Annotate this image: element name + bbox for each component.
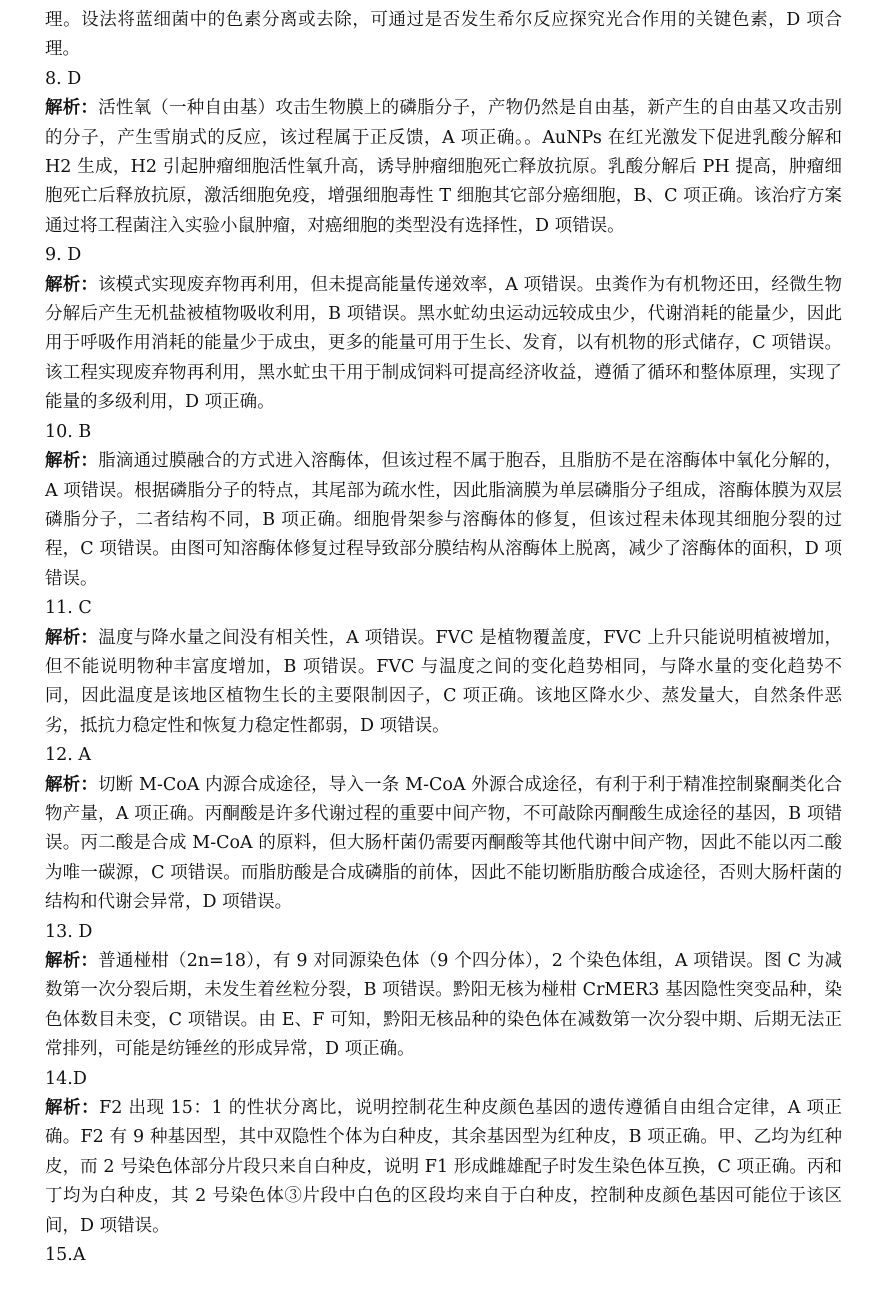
answer-8-text: 活性氧（一种自由基）攻击生物膜上的磷脂分子，产物仍然是自由基，新产生的自由基又攻击别的分子，产生雪崩式的反应，该过程属于正反馈，A 项正确。。AuNPs 在红光激发下促进乳酸分解和 H2 生成，H2 引起肿瘤细胞活性氧升高，诱导肿瘤细胞死亡释放抗原。乳酸分解后 PH 提高，肿瘤细胞死亡后释放抗原，激活细胞免疫，增强细胞毒性 T 细胞其它部分癌细胞，B、C 项正确。该治疗方案通过将工程菌注入实验小鼠肿瘤，对癌细胞的类型没有选择性，D 项错误。 [45, 98, 843, 236]
answer-12-number: 12. A [45, 745, 92, 766]
explanation-label: 解析： [45, 274, 99, 295]
answer-11-number: 11. C [45, 598, 92, 619]
explanation-label: 解析： [45, 451, 99, 472]
explanation-label: 解析： [45, 627, 99, 648]
answer-13-text: 普通椪柑（2n=18），有 9 对同源染色体（9 个四分体），2 个染色体组，A 项错误。图 C 为减数第一次分裂后期，未发生着丝粒分裂，B 项错误。黔阳无核为椪柑 CrMER3 基因隐性突变品种，染色体数目未变，C 项错误。由 E、F 可知，黔阳无核品种的染色体在减数第一次分裂中期、后期无法正常排列，可能是纺锤丝的形成异常，D 项正确。 [45, 951, 843, 1060]
answer-10-number: 10. B [45, 421, 92, 442]
answer-13-explanation [45, 947, 842, 1065]
answer-14-explanation [45, 1094, 842, 1241]
answer-9-explanation [45, 271, 842, 418]
answer-11-text: 温度与降水量之间没有相关性，A 项错误。FVC 是植物覆盖度，FVC 上升只能说明植被增加，但不能说明物种丰富度增加，B 项错误。FVC 与温度之间的变化趋势相同，与降水量的变化趋势不同，因此温度是该地区植物生长的主要限制因子，C 项正确。该地区降水少、蒸发量大，自然条件恶劣，抵抗力稳定性和恢复力稳定性都弱，D 项错误。 [45, 627, 843, 736]
answer-10-text: 脂滴通过膜融合的方式进入溶酶体，但该过程不属于胞吞，且脂肪不是在溶酶体中氧化分解的，A 项错误。根据磷脂分子的特点，其尾部为疏水性，因此脂滴膜为单层磷脂分子组成，溶酶体膜为双层磷脂分子，二者结构不同，B 项正确。细胞骨架参与溶酶体的修复，但该过程未体现其细胞分裂的过程，C 项错误。由图可知溶酶体修复过程导致部分膜结构从溶酶体上脱离，减少了溶酶体的面积，D 项错误。 [45, 451, 843, 589]
answer-14-text: F2 出现 15：1 的性状分离比，说明控制花生种皮颜色基因的遗传遵循自由组合定律，A 项正确。F2 有 9 种基因型，其中双隐性个体为白种皮，其余基因型为红种皮，B 项正确。甲、乙均为红种皮，而 2 号染色体部分片段只来自白种皮，说明 F1 形成雌雄配子时发生染色体互换，C 项正确。丙和丁均为白种皮，其 2 号染色体③片段中白色的区段均来自于白种皮，控制种皮颜色基因可能位于该区间，D 项错误。 [45, 1098, 842, 1236]
answer-14-number: 14.D [45, 1068, 87, 1089]
explanation-label: 解析： [45, 1098, 100, 1119]
answer-15-number: 15.A [45, 1245, 86, 1266]
answer-9-number: 9. D [45, 245, 82, 266]
explanation-label: 解析： [45, 774, 98, 795]
answer-8-explanation [45, 94, 842, 241]
explanation-label: 解析： [45, 951, 99, 971]
answer-12-explanation [45, 771, 842, 918]
answer-10-explanation [45, 447, 842, 594]
answer-12-text: 切断 M-CoA 内源合成途径，导入一条 M-CoA 外源合成途径，有利于利于精准控制聚酮类化合物产量，A 项正确。丙酮酸是许多代谢过程的重要中间产物，不可敲除丙酮酸生成途径的基因，B 项错误。丙二酸是合成 M-CoA 的原料，但大肠杆菌仍需要丙酮酸等其他代谢中间产物，因此不能以丙二酸为唯一碳源，C 项错误。而脂肪酸是合成磷脂的前体，因此不能切断脂肪酸合成途径，否则大肠杆菌的结构和代谢会异常，D 项错误。 [45, 774, 842, 913]
answer-8-number: 8. D [45, 68, 82, 89]
answer-13-number: 13. D [45, 921, 93, 942]
intro-paragraph: 理。设法将蓝细菌中的色素分离或去除，可通过是否发生希尔反应探究光合作用的关键色素，D 项合理。 [45, 10, 842, 60]
answer-9-text: 该模式实现废弃物再利用，但未提高能量传递效率，A 项错误。虫粪作为有机物还田，经微生物分解后产生无机盐被植物吸收利用，B 项错误。黑水虻幼虫运动远较成虫少，代谢消耗的能量少，因此用于呼吸作用消耗的能量少于成虫，更多的能量可用于生长、发育，以有机物的形式储存，C 项错误。该工程实现废弃物再利用，黑水虻虫干用于制成饲料可提高经济收益，遵循了循环和整体原理，实现了能量的多级利用，D 项正确。 [45, 274, 843, 413]
explanation-label: 解析： [45, 98, 99, 119]
answer-11-explanation [45, 624, 842, 742]
